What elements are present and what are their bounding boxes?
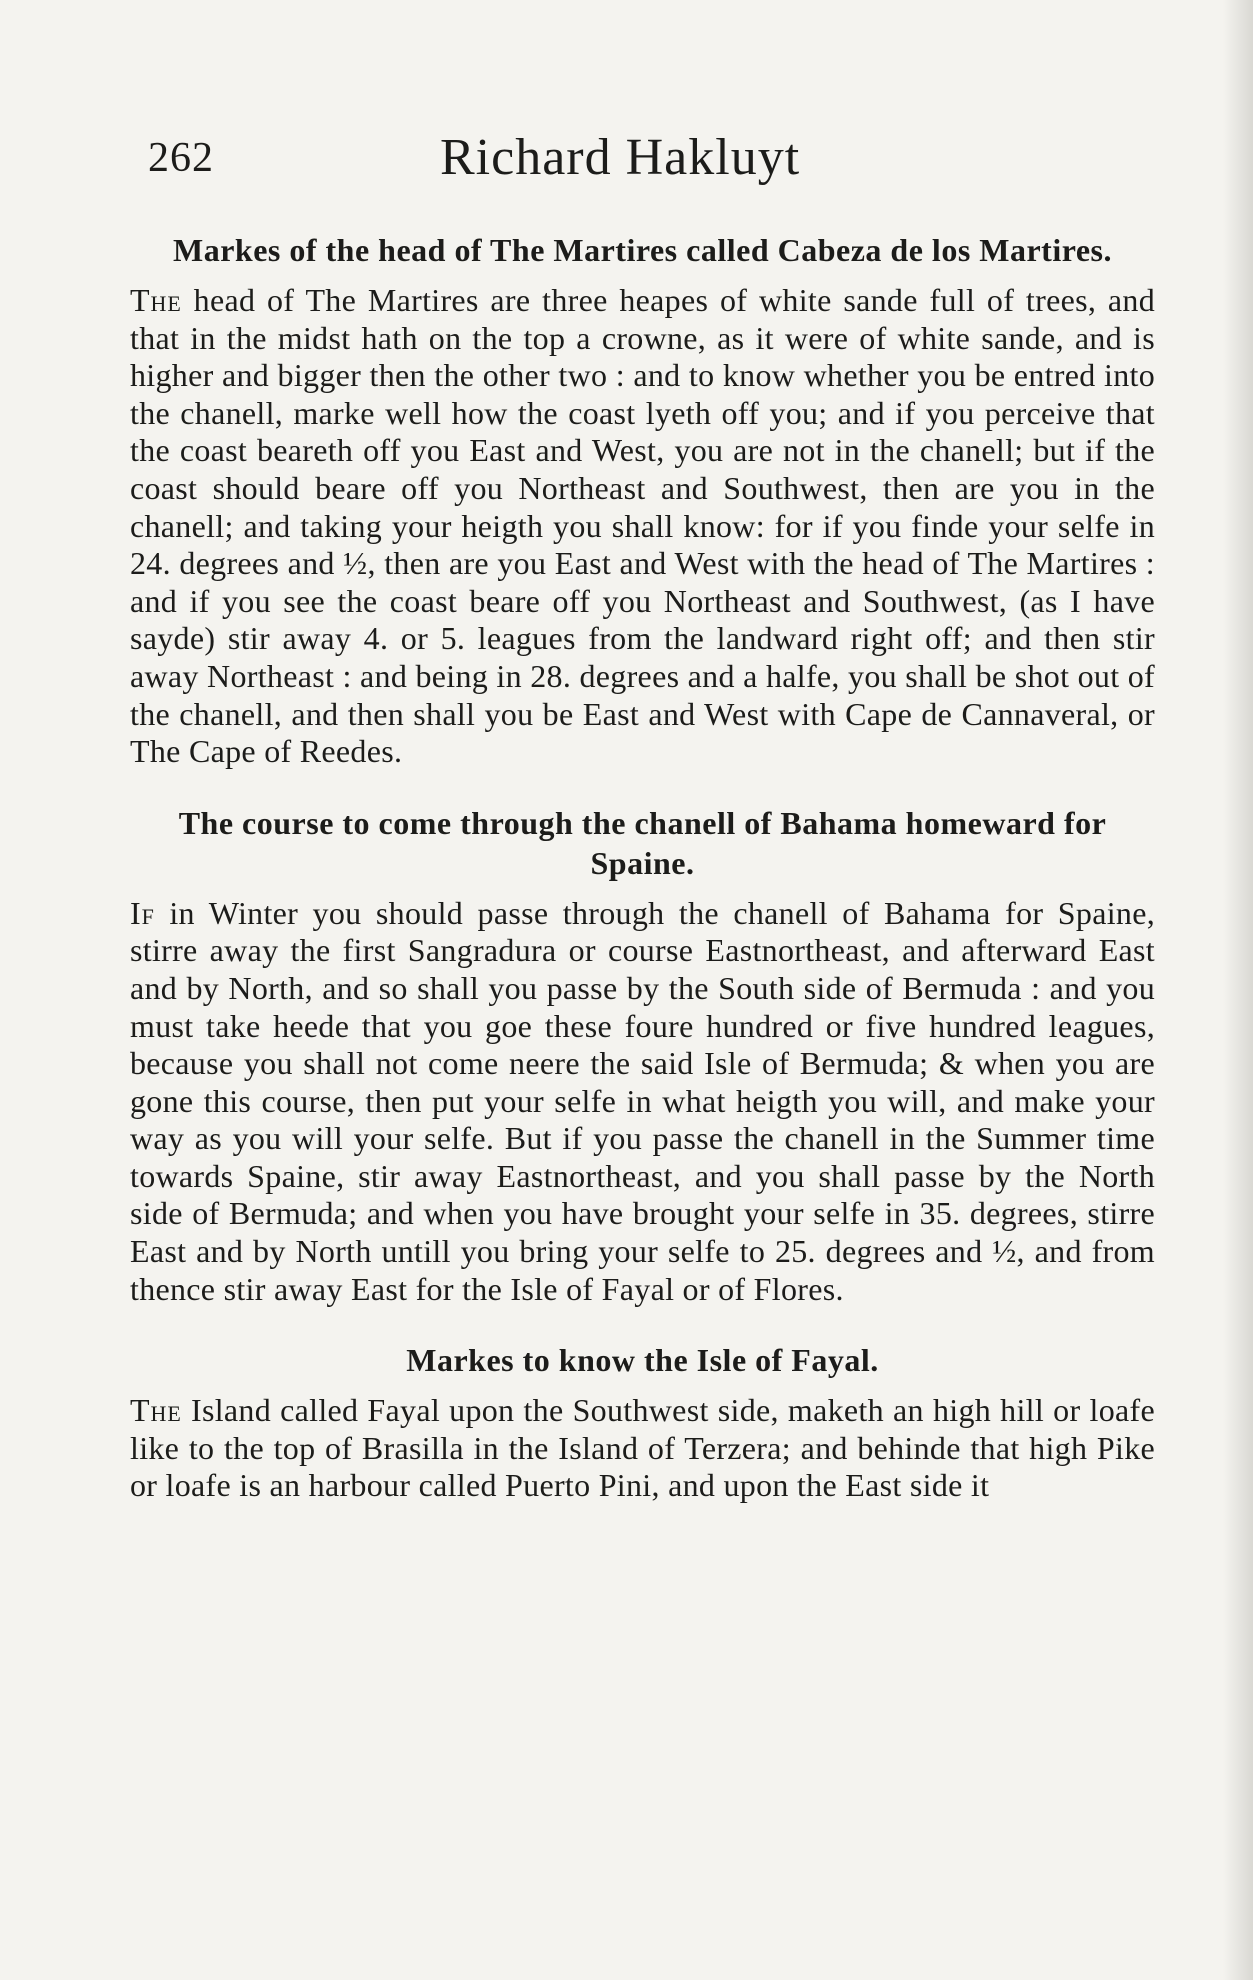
running-head — [130, 128, 1155, 190]
paragraph-lead-word: The — [130, 1392, 182, 1429]
page-edge-shadow — [1223, 0, 1253, 1980]
section-heading: Markes to know the Isle of Fayal. — [406, 1342, 879, 1379]
section-heading: The course to come through the chanell of Bahama homeward for Spaine. — [178, 804, 1107, 881]
section-heading: Markes of the head of The Martires called Cabeza de los Martires. — [173, 232, 1112, 268]
section-paragraph — [130, 282, 1155, 771]
paragraph-body: Island called Fayal upon the Southwest side, maketh an high hill or loafe like to the top of Brasilla in the Island of Terzera; and behinde that high Pike or loafe is an harbour called Puerto Pini, and upon the East side it — [130, 1392, 1155, 1504]
section-paragraph — [130, 1392, 1155, 1505]
section-martires — [130, 230, 1155, 771]
paragraph-lead-word: The — [130, 282, 182, 318]
paragraph-body: in Winter you should passe through the chanell of Bahama for Spaine, stirre away the first Sangradura or course Eastnortheast, and afterward East and by North, and so shall you passe by the South side of Bermuda : and you must take heede that you goe these foure hundred or five hundred leagues, because you shall not come neere the said Isle of Bermuda; & when you are gone this course, then put your selfe in what heigth you will, and make your way as you will your selfe. But if you passe the chanell in the Summer time towards Spaine, stir away Eastnortheast, and you shall passe by the North side of Bermuda; and when you have brought your selfe in 35. degrees, stirre East and by North untill you bring your selfe to 25. degrees and ½, and from thence stir away East for the Isle of Fayal or of Flores. — [130, 894, 1155, 1307]
paragraph-lead-word: If — [130, 894, 155, 931]
section-bahama-course — [130, 803, 1155, 1309]
running-title: Richard Hakluyt — [440, 129, 801, 186]
section-fayal — [130, 1340, 1155, 1505]
paragraph-body: head of The Martires are three heapes of white sande full of trees, and that in the midst hath on the top a crowne, as it were of white sande, and is higher and bigger then the other two : and to know whether you be entred into the chanell, marke well how the coast lyeth off you; and if you perceive that the coast beareth off you East and West, you are not in the chanell; but if the coast should beare off you Northeast and Southwest, then are you in the chanell; and taking your heigth you shall know: for if you finde your selfe in 24. degrees and ½, then are you East and West with the head of The Martires : and if you see the coast beare off you Northeast and Southwest, (as I have sayde) stir away 4. or 5. leagues from the landward right off; and then stir away Northeast : and being in 28. degrees and a halfe, you shall be shot out of the chanell, and then shall you be East and West with Cape de Cannaveral, or The Cape of Reedes. — [130, 282, 1155, 770]
book-page — [130, 128, 1155, 1505]
section-paragraph — [130, 895, 1155, 1309]
page-number: 262 — [148, 135, 214, 181]
